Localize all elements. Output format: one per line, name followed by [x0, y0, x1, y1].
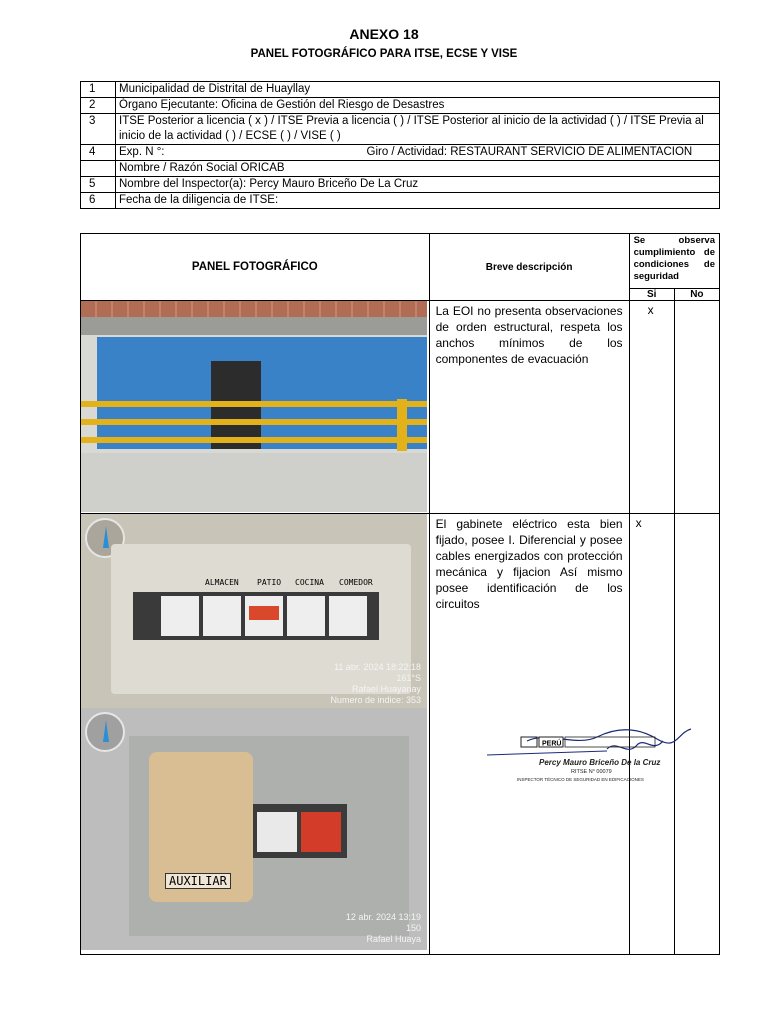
- description-cell: La EOI no presenta observaciones de orden estructural, respeta los anchos mínimos de los componentes de evacuación: [429, 301, 629, 514]
- document-title: ANEXO 18: [349, 26, 419, 42]
- row-number: 3: [81, 114, 116, 145]
- si-cell: x: [629, 514, 674, 955]
- row-number: 1: [81, 82, 116, 98]
- col-header-photo: PANEL FOTOGRÁFICO: [81, 234, 430, 301]
- row-text: Órgano Ejecutante: Oficina de Gestión del Riesgo de Desastres: [116, 98, 720, 114]
- svg-text:RITSE N° 00079: RITSE N° 00079: [571, 769, 612, 775]
- row-number: 5: [81, 177, 116, 193]
- svg-text:Percy Mauro Briceño De la Cruz: Percy Mauro Briceño De la Cruz: [539, 758, 661, 767]
- si-cell: x: [629, 301, 674, 514]
- photo-panel-table: [80, 233, 720, 955]
- row-text: ITSE Posterior a licencia ( x ) / ITSE Previa a licencia ( ) / ITSE Posterior al inicio de la actividad ( ) / ITSE Previa al inicio de la actividad ( ) / ECSE ( ) / VISE ( ): [116, 114, 720, 145]
- photo-entrance: [81, 301, 427, 512]
- svg-text:PERÚ: PERÚ: [542, 740, 562, 748]
- description-cell: El gabinete eléctrico esta bien fijado, posee I. Diferencial y posee cables energizados con protección mecánica y fijacion Así mismo posee identificación de los circuitos: [429, 514, 629, 955]
- compass-icon: [85, 712, 125, 752]
- inspector-seal-signature: [487, 727, 692, 799]
- row-text: Fecha de la diligencia de ITSE:: [116, 193, 720, 209]
- circuit-label: COMEDOR: [339, 578, 373, 587]
- col-header-no: No: [674, 289, 719, 301]
- info-row: [81, 161, 720, 177]
- col-header-description: Breve descripción: [429, 234, 629, 301]
- row-text: Nombre / Razón Social ORICAB: [116, 161, 720, 177]
- info-row: [81, 98, 720, 114]
- photo-cell: [81, 514, 430, 955]
- svg-text:INSPECTOR TÉCNICO DE SEGURIDAD: INSPECTOR TÉCNICO DE SEGURIDAD EN EDIFICACIONES: [517, 777, 644, 782]
- info-row: [81, 193, 720, 209]
- row-number: 2: [81, 98, 116, 114]
- row-number: [81, 161, 116, 177]
- row-text: Municipalidad de Distrital de Huayllay: [116, 82, 720, 98]
- photo-cell: [81, 301, 430, 514]
- row-text: Nombre del Inspector(a): Percy Mauro Briceño De La Cruz: [116, 177, 720, 193]
- photo-timestamp: 12 abr. 2024 13:19 150 Rafael Huaya: [345, 912, 421, 944]
- row-number: 4: [81, 145, 116, 161]
- photo-timestamp: 11 abr. 2024 18:22:18 161°S Rafael Huayanay Numero de indice: 353: [330, 662, 421, 705]
- info-row: [81, 145, 720, 161]
- circuit-label: ALMACEN: [205, 578, 239, 587]
- giro-actividad: Giro / Actividad: RESTAURANT SERVICIO DE ALIMENTACION: [366, 146, 693, 158]
- info-row: [81, 114, 720, 145]
- no-cell: [674, 301, 719, 514]
- circuit-label: COCINA: [295, 578, 324, 587]
- photo-electrical-panel: [81, 514, 427, 708]
- row-number: 6: [81, 193, 116, 209]
- info-row: [81, 82, 720, 98]
- exp-number-label: Exp. N °:: [119, 146, 165, 158]
- photo-auxiliary-panel: [81, 708, 427, 950]
- info-row: [81, 177, 720, 193]
- circuit-label: PATIO: [257, 578, 282, 587]
- document-subtitle: PANEL FOTOGRÁFICO PARA ITSE, ECSE Y VISE: [250, 48, 518, 60]
- row-text: [116, 145, 720, 161]
- col-header-si: Si: [629, 289, 674, 301]
- auxiliary-label: AUXILIAR: [165, 873, 231, 889]
- col-header-observation: Se observa cumplimiento de condiciones de seguridad: [629, 234, 719, 289]
- info-table: [80, 81, 720, 209]
